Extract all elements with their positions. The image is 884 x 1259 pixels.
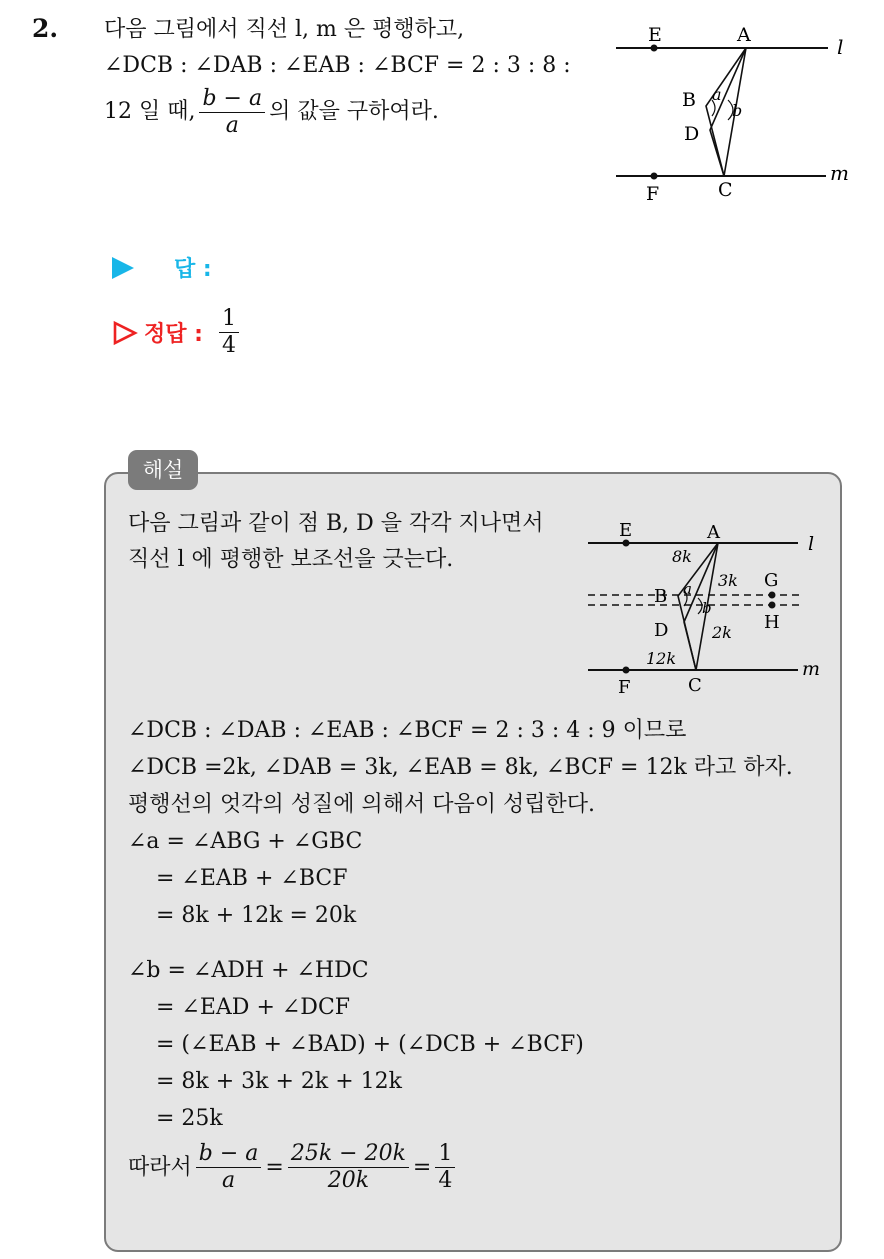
question-number: 2.	[32, 14, 59, 43]
conclusion-f2-denominator: 20k	[327, 1167, 370, 1193]
label-m: m	[830, 161, 849, 185]
label-angle-a: a	[683, 580, 692, 598]
question-fraction-denominator: a	[225, 112, 239, 138]
label-c: C	[718, 179, 733, 201]
label-angle-b: b	[702, 599, 712, 617]
label-d: D	[684, 123, 700, 145]
equals-sign-1: =	[265, 1154, 284, 1180]
solution-intro: 다음 그림과 같이 점 B, D 을 각각 지나면서 직선 l 에 평행한 보조선을 긋는다.	[128, 511, 544, 572]
question-line-1: 다음 그림에서 직선 l, m 은 평행하고,	[104, 17, 465, 42]
conclusion-prefix: 따라서	[128, 1154, 192, 1180]
label-a: A	[737, 24, 751, 46]
question-fraction-numerator: b − a	[199, 86, 265, 113]
label-12k: 12k	[646, 649, 677, 668]
question-fraction	[199, 86, 265, 139]
conclusion-f3-denominator: 4	[438, 1167, 453, 1193]
question-line-3-post: 의 값을 구하여라.	[269, 99, 439, 124]
correct-answer-row	[112, 306, 243, 359]
question-line-3	[104, 84, 584, 140]
label-e: E	[619, 520, 633, 541]
eq-b-line-3: = (∠EAB + ∠BAD) + (∠DCB + ∠BCF)	[156, 1032, 584, 1057]
point-g	[769, 592, 776, 599]
answer-arrow-icon	[112, 257, 134, 279]
conclusion-fraction-2	[288, 1141, 409, 1194]
label-angle-a: a	[712, 85, 722, 104]
label-d: D	[654, 620, 669, 641]
label-f: F	[618, 677, 631, 698]
conclusion-fraction-1	[196, 1141, 262, 1194]
question-text	[104, 12, 584, 140]
label-e: E	[648, 24, 662, 46]
eq-a-line-1: ∠a = ∠ABG + ∠GBC	[128, 829, 363, 854]
label-b: B	[682, 89, 696, 111]
conclusion-f2-numerator: 25k − 20k	[288, 1141, 409, 1168]
conclusion-f1-numerator: b − a	[196, 1141, 262, 1168]
solution-line-1: ∠DCB : ∠DAB : ∠EAB : ∠BCF = 2 : 3 : 4 : 9 이므로	[128, 718, 687, 743]
question-line-3-pre: 12 일 때,	[104, 99, 196, 124]
correct-label: 정답 :	[144, 322, 203, 347]
conclusion-f3-numerator: 1	[435, 1141, 455, 1168]
solution-line-3: 평행선의 엇각의 성질에 의해서 다음이 성립한다.	[128, 792, 596, 817]
solution-figure	[580, 510, 830, 700]
label-g: G	[764, 570, 779, 591]
correct-value	[219, 306, 239, 359]
correct-arrow-icon	[112, 320, 138, 346]
solution-line-2: ∠DCB =2k, ∠DAB = 3k, ∠EAB = 8k, ∠BCF = 12k 라고 하자.	[128, 755, 793, 780]
label-h: H	[764, 612, 780, 633]
eq-b-line-2: = ∠EAD + ∠DCF	[156, 995, 351, 1020]
conclusion	[128, 1137, 793, 1197]
equals-sign-2: =	[412, 1154, 432, 1180]
label-3k: 3k	[718, 571, 738, 590]
point-f	[651, 173, 658, 180]
point-h	[769, 602, 776, 609]
label-m: m	[802, 658, 821, 680]
eq-b-line-1: ∠b = ∠ADH + ∠HDC	[128, 958, 369, 983]
answer-label: 답 :	[174, 257, 212, 282]
label-l: l	[837, 35, 844, 59]
eq-b-line-5: = 25k	[156, 1106, 223, 1131]
label-b: B	[654, 586, 668, 607]
question-line-2: ∠DCB : ∠DAB : ∠EAB : ∠BCF = 2 : 3 : 8 :	[104, 53, 571, 78]
label-angle-b: b	[732, 101, 743, 120]
point-f	[623, 667, 630, 674]
correct-denominator: 4	[221, 333, 236, 358]
label-2k: 2k	[712, 623, 732, 642]
label-c: C	[688, 675, 702, 696]
conclusion-f1-denominator: a	[222, 1167, 236, 1193]
eq-a-line-2: = ∠EAB + ∠BCF	[156, 866, 348, 891]
label-f: F	[646, 183, 660, 205]
question-figure	[608, 18, 858, 208]
label-8k: 8k	[672, 547, 692, 566]
eq-b-line-4: = 8k + 3k + 2k + 12k	[156, 1069, 402, 1094]
label-a: A	[707, 522, 720, 543]
solution-body	[128, 712, 793, 1197]
correct-numerator: 1	[219, 306, 239, 333]
label-l: l	[808, 533, 815, 555]
conclusion-fraction-3	[435, 1141, 455, 1194]
eq-a-line-3: = 8k + 12k = 20k	[156, 903, 357, 928]
solution-tab: 해설	[128, 450, 198, 490]
answer-row	[112, 252, 212, 283]
